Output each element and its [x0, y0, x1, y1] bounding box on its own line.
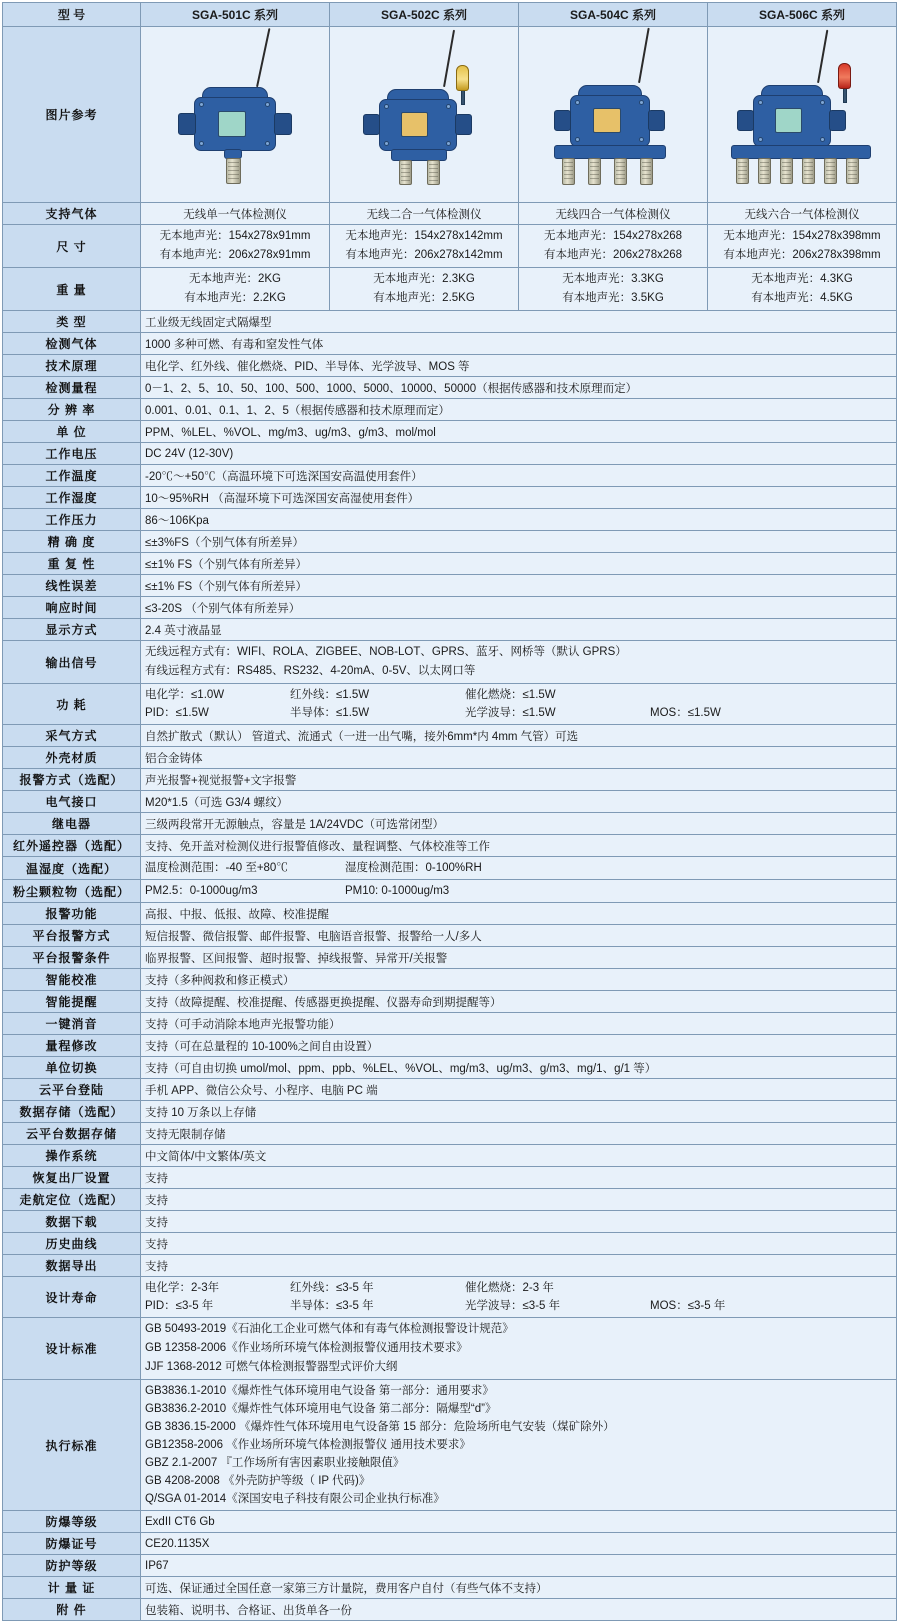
beacon-stem	[461, 89, 465, 105]
row-label-cloud-login: 云平台登陆	[3, 1079, 141, 1101]
row-value-platform-alarm-condition: 临界报警、区间报警、超时报警、掉线报警、异常开/关报警	[141, 947, 897, 969]
table-row-spec	[3, 1123, 897, 1145]
lifespan-blank	[650, 1279, 800, 1297]
header-model-label: 型 号	[3, 3, 141, 27]
size-2	[330, 225, 519, 268]
device-cap-right	[274, 113, 292, 135]
row-label-pressure: 工作压力	[3, 509, 141, 531]
header-model-4: SGA-506C 系列	[708, 3, 897, 27]
antenna-icon	[443, 29, 455, 86]
lifespan-infrared: 红外线：≤3-5 年	[290, 1282, 374, 1294]
row-value-principle: 电化学、红外线、催化燃烧、PID、半导体、光学波导、MOS 等	[141, 355, 897, 377]
row-value-factory-reset: 支持	[141, 1167, 897, 1189]
design-standard-line3: JJF 1368-2012 可燃气体检测报警器型式评价大纲	[145, 1361, 398, 1373]
table-row-spec	[3, 355, 897, 377]
row-value-range: 0－1、2、5、10、50、100、500、1000、5000、10000、50000（根据传感器和技术原理而定）	[141, 377, 897, 399]
exec-standard-line6: GB 4208-2008 《外壳防护等级（ IP 代码)》	[145, 1475, 371, 1487]
row-value-temperature: -20℃～+50℃（高温环境下可选深国安高温使用套件）	[141, 465, 897, 487]
row-label-os: 操作系统	[3, 1145, 141, 1167]
gas-sensor	[802, 158, 815, 184]
row-label-linearity: 线性误差	[3, 575, 141, 597]
exec-standard-line1: GB3836.1-2010《爆炸性气体环境用电气设备 第一部分：通用要求》	[145, 1385, 494, 1397]
lifespan-catalytic: 催化燃烧：2-3 年	[465, 1282, 554, 1294]
table-row-spec	[3, 399, 897, 421]
bolt-icon	[265, 102, 270, 107]
row-label-smart-calibration: 智能校准	[3, 969, 141, 991]
row-value-smart-reminder: 支持（故障提醒、校准提醒、传感器更换提醒、仪器寿命到期提醒等）	[141, 991, 897, 1013]
product-image-502c	[330, 27, 519, 203]
row-value-history-curve: 支持	[141, 1233, 897, 1255]
dust-pm10: PM10: 0-1000ug/m3	[345, 885, 450, 897]
gas-support-2: 无线二合一气体检测仪	[330, 203, 519, 225]
row-value-display: 2.4 英寸液晶显	[141, 619, 897, 641]
row-value-data-export: 支持	[141, 1255, 897, 1277]
table-row-spec	[3, 311, 897, 333]
weight-1-line1: 无本地声光：2KG	[188, 273, 281, 285]
size-2-line1: 无本地声光：154x278x142mm	[345, 230, 503, 242]
bolt-icon	[575, 137, 580, 142]
bolt-icon	[446, 104, 451, 109]
power-mos: MOS：≤1.5W	[650, 707, 721, 719]
row-label-data-export: 数据导出	[3, 1255, 141, 1277]
row-value-response-time: ≤3-20S （个别气体有所差异）	[141, 597, 897, 619]
table-row-spec	[3, 487, 897, 509]
row-value-humidity: 10～95%RH （高湿环境下可选深国安高湿使用套件）	[141, 487, 897, 509]
table-row-spec	[3, 531, 897, 553]
row-value-alarm-function: 高报、中报、低报、故障、校准提醒	[141, 903, 897, 925]
device-display	[775, 108, 802, 133]
weight-3-line1: 无本地声光：3.3KG	[562, 273, 664, 285]
bolt-icon	[199, 102, 204, 107]
bolt-icon	[820, 137, 825, 142]
row-label-ex-cert-no: 防爆证号	[3, 1533, 141, 1555]
row-label-principle: 技术原理	[3, 355, 141, 377]
product-image-506c	[708, 27, 897, 203]
row-value-housing: 铝合金铸体	[141, 747, 897, 769]
output-signal-line1: 无线远程方式有：WIFI、ROLA、ZIGBEE、NOB-LOT、GPRS、蓝牙、网桥等（默认 GPRS）	[145, 646, 627, 658]
row-label-ip-rating: 防护等级	[3, 1555, 141, 1577]
power-blank	[650, 686, 800, 704]
beacon-stem	[843, 87, 847, 103]
table-row-spec	[3, 835, 897, 857]
power-infrared: 红外线：≤1.5W	[290, 689, 370, 701]
size-4-line1: 无本地声光：154x278x398mm	[723, 230, 881, 242]
row-label-detect-gas: 检测气体	[3, 333, 141, 355]
table-row-spec	[3, 1233, 897, 1255]
gas-support-1: 无线单一气体检测仪	[141, 203, 330, 225]
row-label-unit: 单 位	[3, 421, 141, 443]
gas-sensor	[780, 158, 793, 184]
table-row-spec	[3, 597, 897, 619]
row-label-humidity: 工作湿度	[3, 487, 141, 509]
table-row-spec	[3, 725, 897, 747]
lifespan-semiconductor: 半导体：≤3-5 年	[290, 1300, 374, 1312]
dust-pm25: PM2.5：0-1000ug/m3	[145, 885, 258, 897]
table-row-exec-standard	[3, 1380, 897, 1511]
weight-4	[708, 268, 897, 311]
table-row-spec	[3, 1035, 897, 1057]
size-1-line1: 无本地声光：154x278x91mm	[159, 230, 311, 242]
exec-standard-line4: GB12358-2006 《作业场所环境气体检测报警仪 通用技术要求》	[145, 1439, 471, 1451]
table-row-spec	[3, 1101, 897, 1123]
row-value-voltage: DC 24V (12-30V)	[141, 443, 897, 465]
design-standard-line2: GB 12358-2006《作业场所环境气体检测报警仪通用技术要求》	[145, 1342, 468, 1354]
row-value-ex-cert-no: CE20.1135X	[141, 1533, 897, 1555]
gas-sensor	[399, 160, 412, 185]
row-label-accuracy: 精 确 度	[3, 531, 141, 553]
row-label-temperature: 工作温度	[3, 465, 141, 487]
lifespan-row-2	[145, 1297, 892, 1315]
row-label-data-storage: 数据存储（选配）	[3, 1101, 141, 1123]
temp-range: 温度检测范围：-40 至+80℃	[145, 862, 288, 874]
row-value-ex-rating: ExdII CT6 Gb	[141, 1511, 897, 1533]
table-row-spec	[3, 619, 897, 641]
row-value-data-download: 支持	[141, 1211, 897, 1233]
size-3-line2: 有本地声光：206x278x268	[543, 249, 683, 261]
bolt-icon	[639, 137, 644, 142]
row-label-alarm-function: 报警功能	[3, 903, 141, 925]
device-cap-left	[363, 114, 380, 135]
table-row-spec	[3, 1167, 897, 1189]
row-label-data-download: 数据下载	[3, 1211, 141, 1233]
beacon-light-icon	[838, 63, 851, 89]
row-value-sampling: 自然扩散式（默认） 管道式、流通式（一进一出气嘴，接外6mm*内 4mm 气管）可选	[141, 725, 897, 747]
row-value-accessories: 包装箱、说明书、合格证、出货单各一份	[141, 1599, 897, 1621]
row-label-size: 尺 寸	[3, 225, 141, 268]
row-value-electrical-interface: M20*1.5（可选 G3/4 螺纹）	[141, 791, 897, 813]
row-label-lifespan: 设计寿命	[3, 1277, 141, 1318]
device-illustration-504c	[528, 31, 698, 199]
bolt-icon	[758, 137, 763, 142]
device-cap-right	[648, 110, 665, 131]
table-row-spec	[3, 1211, 897, 1233]
row-value-exec-standard	[141, 1380, 897, 1511]
row-label-ir-remote: 红外遥控器（选配）	[3, 835, 141, 857]
row-label-unit-switch: 单位切换	[3, 1057, 141, 1079]
lifespan-mos: MOS：≤3-5 年	[650, 1300, 726, 1312]
row-label-power: 功 耗	[3, 684, 141, 725]
table-row-spec	[3, 747, 897, 769]
weight-4-line2: 有本地声光：4.5KG	[751, 292, 853, 304]
size-4	[708, 225, 897, 268]
bolt-icon	[758, 100, 763, 105]
device-illustration-501c	[150, 31, 320, 199]
weight-3	[519, 268, 708, 311]
row-label-resolution: 分 辨 率	[3, 399, 141, 421]
row-label-display: 显示方式	[3, 619, 141, 641]
row-value-data-storage: 支持 10 万条以上存储	[141, 1101, 897, 1123]
dust-row	[145, 882, 892, 900]
power-semiconductor: 半导体：≤1.5W	[290, 707, 370, 719]
gas-sensor	[736, 158, 749, 184]
exec-standard-line3: GB 3836.15-2000 《爆炸性气体环境用电气设备第 15 部分：危险场所电气安装（煤矿除外）	[145, 1421, 615, 1433]
row-label-smart-reminder: 智能提醒	[3, 991, 141, 1013]
row-value-type: 工业级无线固定式隔爆型	[141, 311, 897, 333]
row-value-unit-switch: 支持（可自由切换 umol/mol、ppm、ppb、%LEL、%VOL、mg/m3、ug/m3、g/m3、mg/1、g/1 等）	[141, 1057, 897, 1079]
device-cap-left	[178, 113, 196, 135]
row-value-lifespan	[141, 1277, 897, 1318]
row-value-detect-gas: 1000 多种可燃、有毒和窒发性气体	[141, 333, 897, 355]
table-row-weight	[3, 268, 897, 311]
output-signal-line2: 有线远程方式有：RS485、RS232、4-20mA、0-5V、以太网口等	[145, 665, 476, 677]
size-3-line1: 无本地声光：154x278x268	[543, 230, 683, 242]
design-standard-line1: GB 50493-2019《石油化工企业可燃气体和有毒气体检测报警设计规范》	[145, 1323, 514, 1335]
header-model-3: SGA-504C 系列	[519, 3, 708, 27]
table-row-spec	[3, 991, 897, 1013]
row-value-metrology-cert: 可选、保证通过全国任意一家第三方计量院，费用客户自付（有些气体不支持）	[141, 1577, 897, 1599]
device-manifold	[391, 149, 447, 161]
row-value-one-key-mute: 支持（可手动消除本地声光报警功能）	[141, 1013, 897, 1035]
size-2-line2: 有本地声光：206x278x142mm	[345, 249, 503, 261]
row-label-image-ref: 图片参考	[3, 27, 141, 203]
table-row-spec	[3, 1577, 897, 1599]
weight-2	[330, 268, 519, 311]
table-row-spec	[3, 791, 897, 813]
bolt-icon	[575, 100, 580, 105]
gas-sensor	[846, 158, 859, 184]
table-row-power	[3, 684, 897, 725]
device-cap-left	[554, 110, 571, 131]
weight-2-line2: 有本地声光：2.5KG	[373, 292, 475, 304]
table-row-spec	[3, 465, 897, 487]
row-label-exec-standard: 执行标准	[3, 1380, 141, 1511]
table-row-spec	[3, 1145, 897, 1167]
device-manifold	[731, 145, 871, 159]
table-row-header	[3, 3, 897, 27]
device-cap-left	[737, 110, 754, 131]
humidity-range: 湿度检测范围：0-100%RH	[345, 862, 482, 874]
row-value-resolution: 0.001、0.01、0.1、1、2、5（根据传感器和技术原理而定）	[141, 399, 897, 421]
table-row-image	[3, 27, 897, 203]
table-row-spec	[3, 553, 897, 575]
weight-2-line1: 无本地声光：2.3KG	[373, 273, 475, 285]
row-value-platform-alarm-type: 短信报警、微信报警、邮件报警、电脑语音报警、报警给一人/多人	[141, 925, 897, 947]
row-value-power	[141, 684, 897, 725]
size-3	[519, 225, 708, 268]
row-value-ip-rating: IP67	[141, 1555, 897, 1577]
row-label-voltage: 工作电压	[3, 443, 141, 465]
bolt-icon	[446, 141, 451, 146]
row-label-metrology-cert: 计 量 证	[3, 1577, 141, 1599]
gas-sensor	[562, 158, 575, 185]
row-value-relay: 三级两段常开无源触点，容量是 1A/24VDC（可选常闭型）	[141, 813, 897, 835]
row-value-unit: PPM、%LEL、%VOL、mg/m3、ug/m3、g/m3、mol/mol	[141, 421, 897, 443]
table-row-spec	[3, 509, 897, 531]
bolt-icon	[265, 141, 270, 146]
row-label-factory-reset: 恢复出厂设置	[3, 1167, 141, 1189]
table-row-spec	[3, 1013, 897, 1035]
row-label-ex-rating: 防爆等级	[3, 1511, 141, 1533]
row-value-temp-humidity	[141, 857, 897, 880]
row-value-repeatability: ≤±1% FS（个别气体有所差异）	[141, 553, 897, 575]
row-label-design-standard: 设计标准	[3, 1318, 141, 1380]
device-display	[401, 112, 428, 137]
table-row-spec	[3, 1079, 897, 1101]
device-display	[593, 108, 621, 133]
table-row-spec	[3, 813, 897, 835]
gas-sensor	[614, 158, 627, 185]
table-row-output-signal	[3, 641, 897, 684]
table-row-design-standard	[3, 1318, 897, 1380]
row-value-cloud-storage: 支持无限制存储	[141, 1123, 897, 1145]
device-manifold	[554, 145, 666, 159]
row-label-range-modify: 量程修改	[3, 1035, 141, 1057]
table-row-spec	[3, 1555, 897, 1577]
header-model-2: SGA-502C 系列	[330, 3, 519, 27]
row-value-cloud-login: 手机 APP、微信公众号、小程序、电脑 PC 端	[141, 1079, 897, 1101]
lifespan-row-1	[145, 1279, 892, 1297]
row-label-temp-humidity: 温湿度（选配）	[3, 857, 141, 880]
device-cap-right	[829, 110, 846, 131]
lifespan-electrochemical: 电化学：2-3年	[145, 1282, 220, 1294]
bolt-icon	[384, 104, 389, 109]
row-value-smart-calibration: 支持（多种阀救和修正模式）	[141, 969, 897, 991]
row-label-sampling: 采气方式	[3, 725, 141, 747]
device-illustration-502c	[339, 31, 509, 199]
row-label-platform-alarm-type: 平台报警方式	[3, 925, 141, 947]
row-value-mobile-positioning: 支持	[141, 1189, 897, 1211]
bolt-icon	[384, 141, 389, 146]
product-image-504c	[519, 27, 708, 203]
antenna-icon	[638, 27, 650, 82]
row-label-dust: 粉尘颗粒物（选配）	[3, 880, 141, 903]
gas-sensor	[758, 158, 771, 184]
lifespan-optical: 光学波导：≤3-5 年	[465, 1300, 561, 1312]
row-label-weight: 重 量	[3, 268, 141, 311]
table-row-lifespan	[3, 1277, 897, 1318]
antenna-icon	[256, 28, 270, 87]
row-label-housing: 外壳材质	[3, 747, 141, 769]
row-value-dust	[141, 880, 897, 903]
row-value-pressure: 86～106Kpa	[141, 509, 897, 531]
antenna-icon	[817, 29, 828, 83]
table-row-spec	[3, 769, 897, 791]
row-label-response-time: 响应时间	[3, 597, 141, 619]
row-label-accessories: 附 件	[3, 1599, 141, 1621]
row-label-cloud-storage: 云平台数据存储	[3, 1123, 141, 1145]
bolt-icon	[639, 100, 644, 105]
table-row-spec	[3, 1189, 897, 1211]
table-row-temp-humidity	[3, 857, 897, 880]
size-1	[141, 225, 330, 268]
bolt-icon	[820, 100, 825, 105]
lifespan-pid: PID：≤3-5 年	[145, 1300, 214, 1312]
gas-support-4: 无线六合一气体检测仪	[708, 203, 897, 225]
table-row-size	[3, 225, 897, 268]
power-optical: 光学波导：≤1.5W	[465, 707, 556, 719]
table-row-spec	[3, 969, 897, 991]
table-row-spec	[3, 575, 897, 597]
exec-standard-line5: GBZ 2.1-2007 『工作场所有害因素职业接触限值》	[145, 1457, 405, 1469]
row-value-design-standard	[141, 1318, 897, 1380]
table-row-spec	[3, 947, 897, 969]
row-label-one-key-mute: 一键消音	[3, 1013, 141, 1035]
row-label-relay: 继电器	[3, 813, 141, 835]
table-row-spec	[3, 903, 897, 925]
row-label-platform-alarm-condition: 平台报警条件	[3, 947, 141, 969]
row-value-accuracy: ≤±3%FS（个别气体有所差异）	[141, 531, 897, 553]
exec-standard-line7: Q/SGA 01-2014《深国安电子科技有限公司企业执行标准》	[145, 1493, 445, 1505]
table-row-spec	[3, 443, 897, 465]
row-label-gas-support: 支持气体	[3, 203, 141, 225]
row-value-range-modify: 支持（可在总量程的 10-100%之间自由设置）	[141, 1035, 897, 1057]
row-label-electrical-interface: 电气接口	[3, 791, 141, 813]
row-label-range: 检测量程	[3, 377, 141, 399]
row-value-output-signal	[141, 641, 897, 684]
device-cap-right	[455, 114, 472, 135]
table-row-spec	[3, 1255, 897, 1277]
power-catalytic: 催化燃烧：≤1.5W	[465, 689, 556, 701]
row-value-ir-remote: 支持、免开盖对检测仪进行报警值修改、量程调整、气体校准等工作	[141, 835, 897, 857]
gas-sensor	[824, 158, 837, 184]
power-pid: PID：≤1.5W	[145, 707, 209, 719]
temp-humidity-row	[145, 859, 892, 877]
table-row-spec	[3, 333, 897, 355]
row-value-os: 中文简体/中文繁体/英文	[141, 1145, 897, 1167]
power-row-1	[145, 686, 892, 704]
table-row-spec	[3, 421, 897, 443]
gas-sensor	[588, 158, 601, 185]
gas-sensor	[226, 158, 241, 184]
specification-table	[2, 2, 897, 1621]
table-row-dust	[3, 880, 897, 903]
header-model-1: SGA-501C 系列	[141, 3, 330, 27]
power-electrochemical: 电化学：≤1.0W	[145, 689, 225, 701]
device-display	[218, 111, 246, 137]
table-row-gas-support	[3, 203, 897, 225]
beacon-light-icon	[456, 65, 469, 91]
row-value-alarm-type: 声光报警+视觉报警+文字报警	[141, 769, 897, 791]
table-row-spec	[3, 1511, 897, 1533]
table-row-spec	[3, 1533, 897, 1555]
power-row-2	[145, 704, 892, 722]
row-label-output-signal: 输出信号	[3, 641, 141, 684]
gas-support-3: 无线四合一气体检测仪	[519, 203, 708, 225]
row-label-history-curve: 历史曲线	[3, 1233, 141, 1255]
bolt-icon	[199, 141, 204, 146]
table-row-spec	[3, 925, 897, 947]
gas-sensor	[427, 160, 440, 185]
table-row-spec	[3, 1599, 897, 1621]
row-label-type: 类 型	[3, 311, 141, 333]
weight-1	[141, 268, 330, 311]
row-value-linearity: ≤±1% FS（个别气体有所差异）	[141, 575, 897, 597]
weight-3-line2: 有本地声光：3.5KG	[562, 292, 664, 304]
row-label-repeatability: 重 复 性	[3, 553, 141, 575]
exec-standard-line2: GB3836.2-2010《爆炸性气体环境用电气设备 第二部分：隔爆型“d”》	[145, 1403, 497, 1415]
gas-sensor	[640, 158, 653, 185]
table-row-spec	[3, 377, 897, 399]
product-image-501c	[141, 27, 330, 203]
weight-4-line1: 无本地声光：4.3KG	[751, 273, 853, 285]
device-illustration-506c	[717, 31, 887, 199]
weight-1-line2: 有本地声光：2.2KG	[184, 292, 286, 304]
row-label-alarm-type: 报警方式（选配）	[3, 769, 141, 791]
size-1-line2: 有本地声光：206x278x91mm	[159, 249, 311, 261]
table-row-spec	[3, 1057, 897, 1079]
size-4-line2: 有本地声光：206x278x398mm	[723, 249, 881, 261]
row-label-mobile-positioning: 走航定位（选配）	[3, 1189, 141, 1211]
